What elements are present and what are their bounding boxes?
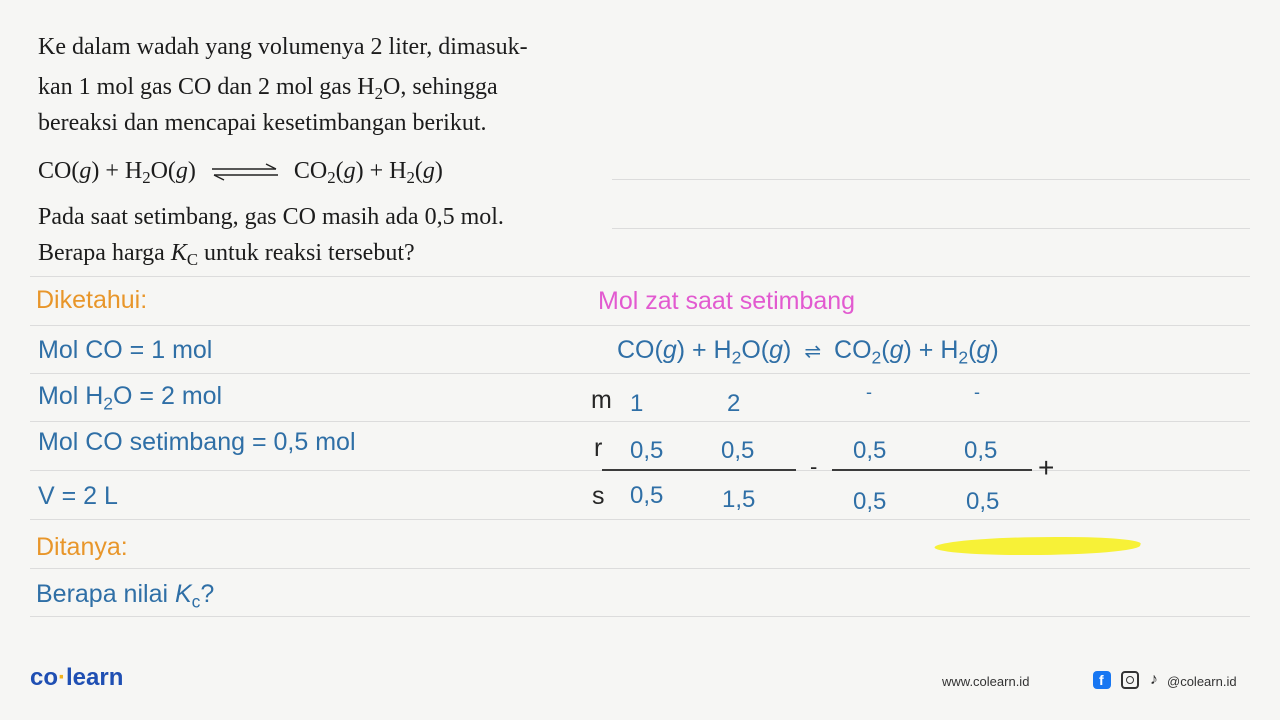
minus-sign: - xyxy=(810,454,818,479)
known-mol-co: Mol CO = 1 mol xyxy=(38,336,213,364)
rule-line xyxy=(30,421,1250,422)
facebook-icon[interactable]: f xyxy=(1093,671,1111,689)
rule-line xyxy=(30,373,1250,374)
known-header: Diketahui: xyxy=(36,286,148,314)
colearn-logo: co·learn xyxy=(30,664,124,691)
m-value-co: 1 xyxy=(630,390,644,417)
s-value-h2: 0,5 xyxy=(966,488,1000,515)
r-value-co: 0,5 xyxy=(630,437,664,464)
rule-line xyxy=(30,276,1250,277)
plus-sign: + xyxy=(1038,452,1055,483)
social-handle[interactable]: @colearn.id xyxy=(1167,674,1237,689)
asked-header: Ditanya: xyxy=(36,533,128,561)
question-line-5: Pada saat setimbang, gas CO masih ada 0,5 mol. xyxy=(38,204,504,230)
question-line-3: bereaksi dan mencapai kesetimbangan berikut. xyxy=(38,110,487,136)
website-link[interactable]: www.colearn.id xyxy=(942,674,1030,689)
m-value-co2: - xyxy=(866,382,872,402)
s-value-h2o: 1,5 xyxy=(722,486,756,513)
question-line-1: Ke dalam wadah yang volumenya 2 liter, dimasuk- xyxy=(38,34,528,60)
social-icons xyxy=(1093,671,1158,689)
instagram-icon[interactable] xyxy=(1121,671,1139,689)
s-value-co2: 0,5 xyxy=(853,488,887,515)
r-value-h2: 0,5 xyxy=(964,437,998,464)
known-volume: V = 2 L xyxy=(38,482,118,510)
question-line-2: kan 1 mol gas CO dan 2 mol gas $H_2O$, sehingga xyxy=(38,74,498,104)
tiktok-icon[interactable]: ♪ xyxy=(1149,671,1158,688)
row-label-m: m xyxy=(591,386,612,414)
rule-line xyxy=(30,616,1250,617)
question-equation: $CO(g) + H_2O(g) CO_2(g) + H_2(g)$ xyxy=(38,158,443,188)
highlighter-stroke xyxy=(932,537,1143,555)
question-line-6: Berapa harga $K_C$ untuk reaksi tersebut? xyxy=(38,240,415,270)
m-value-h2o: 2 xyxy=(727,390,741,417)
rule-line xyxy=(612,179,1250,180)
s-value-co: 0,5 xyxy=(630,482,664,509)
equilibrium-arrow-icon xyxy=(210,163,280,181)
m-value-h2: - xyxy=(974,382,980,402)
reactant-underline xyxy=(602,469,796,471)
known-mol-h2o: Mol $H_2O = 2$ mol xyxy=(38,382,223,414)
rule-line xyxy=(30,519,1250,520)
asked-question: Berapa nilai $K_c$? xyxy=(36,580,215,612)
rule-line xyxy=(612,228,1250,229)
equilibrium-arrow-icon: ⇌ xyxy=(804,341,822,363)
row-label-s: s xyxy=(592,482,605,510)
r-value-co2: 0,5 xyxy=(853,437,887,464)
rule-line xyxy=(30,325,1250,326)
r-value-h2o: 0,5 xyxy=(721,437,755,464)
known-mol-co-equilibrium: Mol CO setimbang = 0,5 mol xyxy=(38,428,356,456)
rule-line xyxy=(30,568,1250,569)
table-title: Mol zat saat setimbang xyxy=(598,287,856,315)
row-label-r: r xyxy=(594,434,603,462)
product-underline xyxy=(832,469,1032,471)
table-equation: $CO(g) + H_2O(g)$ ⇌ $CO_2(g) + H_2(g)$ xyxy=(617,336,999,368)
